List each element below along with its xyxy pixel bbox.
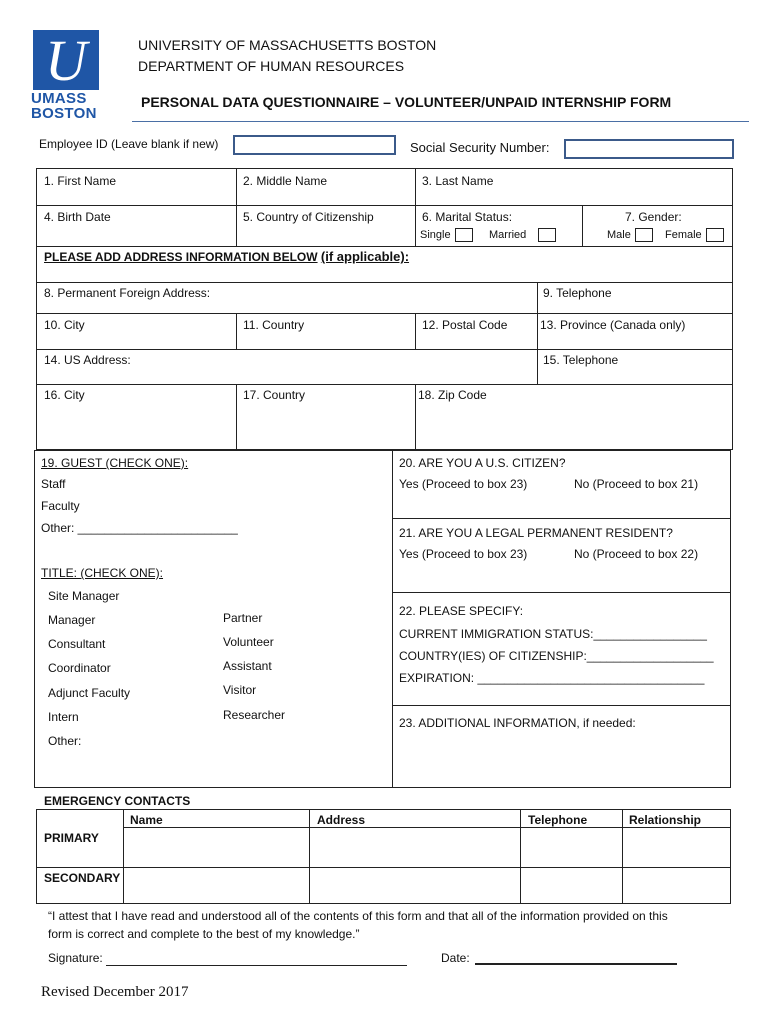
male-checkbox[interactable] xyxy=(635,228,653,242)
guest-heading: 19. GUEST (CHECK ONE): xyxy=(41,456,189,470)
emergency-heading: EMERGENCY CONTACTS xyxy=(44,794,191,808)
logo-line-umass: UMASS xyxy=(31,90,87,107)
q20-yes-option[interactable]: Yes (Proceed to box 23) xyxy=(399,477,528,491)
last-name-field[interactable]: 3. Last Name xyxy=(422,174,494,188)
immigration-status-field[interactable]: CURRENT IMMIGRATION STATUS:_________________ xyxy=(399,627,707,641)
col-relationship: Relationship xyxy=(629,813,702,827)
title-consultant[interactable]: Consultant xyxy=(48,637,106,651)
telephone-9-field[interactable]: 9. Telephone xyxy=(543,286,612,300)
col-name: Name xyxy=(130,813,163,827)
female-checkbox[interactable] xyxy=(706,228,724,242)
city-10-field[interactable]: 10. City xyxy=(44,318,85,332)
title-adjunct-faculty[interactable]: Adjunct Faculty xyxy=(48,686,131,700)
country-citizenship-field[interactable]: 5. Country of Citizenship xyxy=(243,210,374,224)
telephone-15-field[interactable]: 15. Telephone xyxy=(543,353,619,367)
q21-yes-option[interactable]: Yes (Proceed to box 23) xyxy=(399,547,528,561)
revised-date: Revised December 2017 xyxy=(41,984,189,1000)
country-11-field[interactable]: 11. Country xyxy=(243,318,305,332)
q21-no-option[interactable]: No (Proceed to box 22) xyxy=(574,547,699,561)
province-field[interactable]: 13. Province (Canada only) xyxy=(540,318,686,332)
title-divider xyxy=(132,121,749,122)
form-title: PERSONAL DATA QUESTIONNAIRE – VOLUNTEER/UNPAID INTERNSHIP FORM xyxy=(141,94,672,110)
address-banner-text: PLEASE ADD ADDRESS INFORMATION BELOW xyxy=(44,250,318,264)
q20-label: 20. ARE YOU A U.S. CITIZEN? xyxy=(399,456,566,470)
employee-id-label: Employee ID (Leave blank if new) xyxy=(39,137,219,151)
title-other[interactable]: Other: xyxy=(48,734,82,748)
single-option[interactable] xyxy=(420,228,473,242)
ssn-input[interactable] xyxy=(564,139,734,159)
expiration-field[interactable]: EXPIRATION: __________________________________ xyxy=(399,671,705,685)
date-line[interactable] xyxy=(475,963,677,965)
title-heading: TITLE: (CHECK ONE): xyxy=(41,566,164,580)
attestation-line-1: “I attest that I have read and understood all of the contents of this form and that all of the information provided on this xyxy=(48,909,668,923)
umass-logo-mark xyxy=(33,30,99,90)
zip-code-field[interactable]: 18. Zip Code xyxy=(418,388,487,402)
title-manager[interactable]: Manager xyxy=(48,613,96,627)
logo-u-icon xyxy=(33,30,99,90)
single-label: Single xyxy=(420,228,451,241)
signature-label: Signature: xyxy=(48,951,103,965)
address-banner-suffix: (if applicable): xyxy=(320,249,410,264)
guest-staff-option[interactable]: Staff xyxy=(41,477,66,491)
gender-label: 7. Gender: xyxy=(625,210,682,224)
female-option[interactable] xyxy=(665,228,724,242)
guest-faculty-option[interactable]: Faculty xyxy=(41,499,80,513)
marital-status-label: 6. Marital Status: xyxy=(422,210,513,224)
row-secondary: SECONDARY xyxy=(44,871,121,885)
married-label: Married xyxy=(489,228,527,241)
us-address-field[interactable]: 14. US Address: xyxy=(44,353,131,367)
q23-label[interactable]: 23. ADDITIONAL INFORMATION, if needed: xyxy=(399,716,636,730)
married-option[interactable] xyxy=(489,228,556,242)
logo-line-boston: BOSTON xyxy=(31,105,97,122)
guest-citizenship-table xyxy=(34,450,731,788)
signature-line[interactable] xyxy=(106,965,407,966)
q20-no-option[interactable]: No (Proceed to box 21) xyxy=(574,477,699,491)
middle-name-field[interactable]: 2. Middle Name xyxy=(243,174,328,188)
title-volunteer[interactable]: Volunteer xyxy=(223,635,274,649)
female-label: Female xyxy=(665,228,702,241)
male-label: Male xyxy=(607,228,631,241)
col-telephone: Telephone xyxy=(528,813,588,827)
married-checkbox[interactable] xyxy=(538,228,556,242)
ssn-label: Social Security Number: xyxy=(410,140,550,155)
title-intern[interactable]: Intern xyxy=(48,710,79,724)
title-visitor[interactable]: Visitor xyxy=(223,683,257,697)
single-checkbox[interactable] xyxy=(455,228,473,242)
countries-citizenship-field[interactable]: COUNTRY(IES) OF CITIZENSHIP:___________________ xyxy=(399,649,714,663)
address-banner xyxy=(44,249,409,264)
title-site-manager[interactable]: Site Manager xyxy=(48,589,120,603)
birth-date-field[interactable]: 4. Birth Date xyxy=(44,210,111,224)
title-researcher[interactable]: Researcher xyxy=(223,708,286,722)
country-17-field[interactable]: 17. Country xyxy=(243,388,306,402)
first-name-field[interactable]: 1. First Name xyxy=(44,174,117,188)
logo-letter: U xyxy=(45,30,87,90)
department-name: DEPARTMENT OF HUMAN RESOURCES xyxy=(138,58,405,74)
male-option[interactable] xyxy=(607,228,653,242)
attestation-line-2: form is correct and complete to the best of my knowledge.” xyxy=(48,927,360,941)
guest-other-option[interactable]: Other: ________________________ xyxy=(41,521,238,535)
title-coordinator[interactable]: Coordinator xyxy=(48,661,111,675)
foreign-address-field[interactable]: 8. Permanent Foreign Address: xyxy=(44,286,211,300)
date-label: Date: xyxy=(441,951,470,965)
row-primary: PRIMARY xyxy=(44,831,99,845)
title-partner[interactable]: Partner xyxy=(223,611,263,625)
university-name: UNIVERSITY OF MASSACHUSETTS BOSTON xyxy=(138,37,437,53)
col-address: Address xyxy=(317,813,366,827)
q22-label: 22. PLEASE SPECIFY: xyxy=(399,604,524,618)
employee-id-input[interactable] xyxy=(233,135,396,155)
title-assistant[interactable]: Assistant xyxy=(223,659,272,673)
q21-label: 21. ARE YOU A LEGAL PERMANENT RESIDENT? xyxy=(399,526,673,540)
umass-logo-text xyxy=(31,91,97,121)
postal-code-field[interactable]: 12. Postal Code xyxy=(422,318,508,332)
city-16-field[interactable]: 16. City xyxy=(44,388,85,402)
